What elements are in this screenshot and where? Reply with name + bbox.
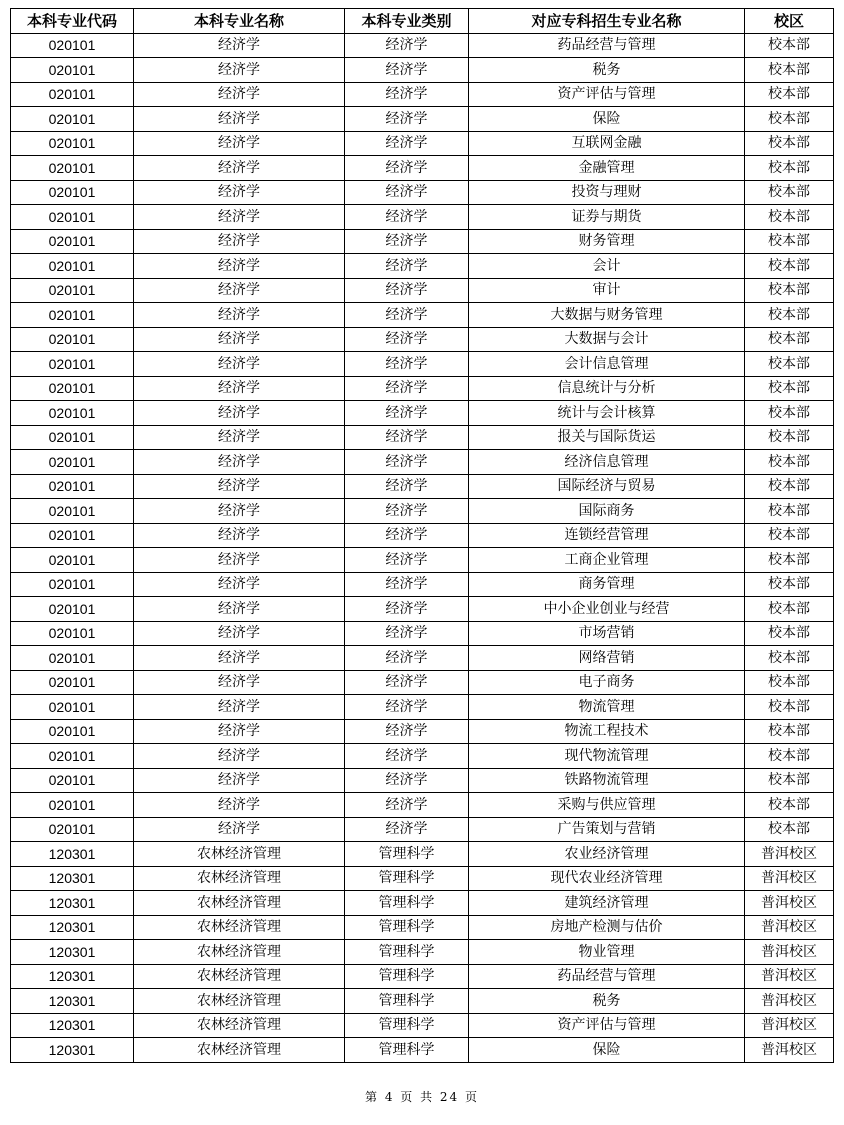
- cell-campus: 校本部: [745, 278, 834, 303]
- cell-code: 020101: [11, 401, 134, 426]
- cell-code: 020101: [11, 254, 134, 279]
- cell-junior-major: 资产评估与管理: [469, 1013, 745, 1038]
- cell-category: 经济学: [345, 646, 469, 671]
- table-row: [11, 670, 834, 695]
- cell-category: 管理科学: [345, 1038, 469, 1063]
- cell-junior-major: 采购与供应管理: [469, 793, 745, 818]
- cell-junior-major: 铁路物流管理: [469, 768, 745, 793]
- table-row: [11, 964, 834, 989]
- cell-junior-major: 资产评估与管理: [469, 82, 745, 107]
- cell-undergrad-name: 经济学: [134, 474, 345, 499]
- cell-undergrad-name: 经济学: [134, 303, 345, 328]
- table-row: [11, 940, 834, 965]
- table-row: [11, 744, 834, 769]
- cell-code: 120301: [11, 1038, 134, 1063]
- cell-undergrad-name: 经济学: [134, 793, 345, 818]
- cell-code: 020101: [11, 82, 134, 107]
- header-undergrad-category: 本科专业类别: [345, 9, 469, 34]
- cell-campus: 校本部: [745, 474, 834, 499]
- table-row: [11, 474, 834, 499]
- cell-junior-major: 建筑经济管理: [469, 891, 745, 916]
- table-row: [11, 352, 834, 377]
- cell-campus: 校本部: [745, 621, 834, 646]
- cell-code: 020101: [11, 548, 134, 573]
- cell-category: 管理科学: [345, 964, 469, 989]
- table-row: [11, 401, 834, 426]
- table-row: [11, 1013, 834, 1038]
- cell-category: 经济学: [345, 180, 469, 205]
- table-row: [11, 327, 834, 352]
- table-row: [11, 866, 834, 891]
- cell-undergrad-name: 经济学: [134, 180, 345, 205]
- cell-undergrad-name: 经济学: [134, 548, 345, 573]
- cell-code: 020101: [11, 425, 134, 450]
- cell-campus: 校本部: [745, 229, 834, 254]
- table-row: [11, 376, 834, 401]
- cell-campus: 校本部: [745, 58, 834, 83]
- cell-category: 经济学: [345, 229, 469, 254]
- cell-undergrad-name: 经济学: [134, 254, 345, 279]
- cell-junior-major: 广告策划与营销: [469, 817, 745, 842]
- cell-undergrad-name: 农林经济管理: [134, 915, 345, 940]
- cell-category: 经济学: [345, 621, 469, 646]
- header-undergrad-name: 本科专业名称: [134, 9, 345, 34]
- cell-junior-major: 物业管理: [469, 940, 745, 965]
- cell-category: 经济学: [345, 107, 469, 132]
- cell-campus: 校本部: [745, 793, 834, 818]
- table-row: [11, 719, 834, 744]
- cell-code: 020101: [11, 327, 134, 352]
- cell-category: 经济学: [345, 82, 469, 107]
- cell-undergrad-name: 经济学: [134, 156, 345, 181]
- table-row: [11, 842, 834, 867]
- cell-campus: 普洱校区: [745, 842, 834, 867]
- cell-category: 管理科学: [345, 915, 469, 940]
- cell-campus: 校本部: [745, 205, 834, 230]
- table-row: [11, 768, 834, 793]
- cell-junior-major: 会计: [469, 254, 745, 279]
- cell-category: 经济学: [345, 131, 469, 156]
- cell-junior-major: 农业经济管理: [469, 842, 745, 867]
- cell-campus: 校本部: [745, 719, 834, 744]
- cell-code: 020101: [11, 719, 134, 744]
- table-row: [11, 180, 834, 205]
- cell-undergrad-name: 经济学: [134, 744, 345, 769]
- cell-junior-major: 税务: [469, 989, 745, 1014]
- cell-undergrad-name: 经济学: [134, 670, 345, 695]
- cell-undergrad-name: 经济学: [134, 33, 345, 58]
- cell-campus: 普洱校区: [745, 1038, 834, 1063]
- cell-undergrad-name: 经济学: [134, 327, 345, 352]
- cell-category: 经济学: [345, 744, 469, 769]
- cell-junior-major: 投资与理财: [469, 180, 745, 205]
- cell-junior-major: 药品经营与管理: [469, 33, 745, 58]
- table-row: [11, 915, 834, 940]
- cell-junior-major: 保险: [469, 1038, 745, 1063]
- cell-junior-major: 保险: [469, 107, 745, 132]
- table-row: [11, 1038, 834, 1063]
- cell-code: 020101: [11, 33, 134, 58]
- cell-undergrad-name: 经济学: [134, 719, 345, 744]
- table-row: [11, 989, 834, 1014]
- cell-code: 120301: [11, 866, 134, 891]
- cell-category: 经济学: [345, 499, 469, 524]
- cell-category: 经济学: [345, 401, 469, 426]
- table-row: [11, 572, 834, 597]
- table-row: [11, 793, 834, 818]
- cell-campus: 校本部: [745, 254, 834, 279]
- cell-category: 经济学: [345, 474, 469, 499]
- cell-junior-major: 连锁经营管理: [469, 523, 745, 548]
- table-row: [11, 425, 834, 450]
- cell-code: 020101: [11, 597, 134, 622]
- cell-category: 经济学: [345, 670, 469, 695]
- cell-junior-major: 物流工程技术: [469, 719, 745, 744]
- table-row: [11, 303, 834, 328]
- cell-undergrad-name: 经济学: [134, 131, 345, 156]
- cell-code: 020101: [11, 303, 134, 328]
- cell-undergrad-name: 农林经济管理: [134, 891, 345, 916]
- header-undergrad-code: 本科专业代码: [11, 9, 134, 34]
- cell-campus: 普洱校区: [745, 915, 834, 940]
- cell-code: 020101: [11, 744, 134, 769]
- cell-undergrad-name: 经济学: [134, 523, 345, 548]
- cell-campus: 普洱校区: [745, 964, 834, 989]
- cell-code: 020101: [11, 376, 134, 401]
- cell-undergrad-name: 经济学: [134, 401, 345, 426]
- cell-category: 经济学: [345, 450, 469, 475]
- cell-junior-major: 审计: [469, 278, 745, 303]
- major-mapping-table: [10, 8, 834, 1063]
- header-campus: 校区: [745, 9, 834, 34]
- cell-code: 020101: [11, 58, 134, 83]
- cell-undergrad-name: 经济学: [134, 621, 345, 646]
- cell-campus: 校本部: [745, 327, 834, 352]
- cell-code: 020101: [11, 646, 134, 671]
- table-row: [11, 254, 834, 279]
- cell-undergrad-name: 农林经济管理: [134, 964, 345, 989]
- cell-category: 管理科学: [345, 940, 469, 965]
- cell-code: 120301: [11, 1013, 134, 1038]
- cell-undergrad-name: 经济学: [134, 450, 345, 475]
- cell-undergrad-name: 经济学: [134, 695, 345, 720]
- cell-code: 020101: [11, 180, 134, 205]
- cell-category: 经济学: [345, 695, 469, 720]
- cell-code: 020101: [11, 205, 134, 230]
- cell-junior-major: 网络营销: [469, 646, 745, 671]
- cell-campus: 普洱校区: [745, 989, 834, 1014]
- cell-junior-major: 统计与会计核算: [469, 401, 745, 426]
- cell-category: 经济学: [345, 156, 469, 181]
- cell-code: 020101: [11, 278, 134, 303]
- cell-code: 020101: [11, 156, 134, 181]
- table-header-row: [11, 9, 834, 34]
- cell-undergrad-name: 经济学: [134, 572, 345, 597]
- cell-junior-major: 现代农业经济管理: [469, 866, 745, 891]
- cell-campus: 校本部: [745, 695, 834, 720]
- table-row: [11, 450, 834, 475]
- cell-junior-major: 房地产检测与估价: [469, 915, 745, 940]
- cell-category: 管理科学: [345, 989, 469, 1014]
- cell-code: 020101: [11, 817, 134, 842]
- cell-junior-major: 财务管理: [469, 229, 745, 254]
- cell-code: 020101: [11, 352, 134, 377]
- cell-undergrad-name: 农林经济管理: [134, 866, 345, 891]
- cell-campus: 校本部: [745, 352, 834, 377]
- cell-campus: 校本部: [745, 82, 834, 107]
- cell-code: 120301: [11, 940, 134, 965]
- cell-category: 经济学: [345, 817, 469, 842]
- cell-junior-major: 商务管理: [469, 572, 745, 597]
- table-row: [11, 229, 834, 254]
- cell-category: 经济学: [345, 205, 469, 230]
- cell-undergrad-name: 经济学: [134, 425, 345, 450]
- cell-code: 020101: [11, 450, 134, 475]
- cell-category: 经济学: [345, 793, 469, 818]
- cell-junior-major: 金融管理: [469, 156, 745, 181]
- cell-campus: 校本部: [745, 646, 834, 671]
- cell-campus: 普洱校区: [745, 866, 834, 891]
- table-row: [11, 817, 834, 842]
- cell-junior-major: 国际商务: [469, 499, 745, 524]
- cell-junior-major: 经济信息管理: [469, 450, 745, 475]
- header-junior-college-major: 对应专科招生专业名称: [469, 9, 745, 34]
- cell-junior-major: 现代物流管理: [469, 744, 745, 769]
- cell-code: 020101: [11, 131, 134, 156]
- cell-campus: 校本部: [745, 180, 834, 205]
- cell-undergrad-name: 农林经济管理: [134, 842, 345, 867]
- table-row: [11, 131, 834, 156]
- table-row: [11, 891, 834, 916]
- table-row: [11, 646, 834, 671]
- cell-campus: 校本部: [745, 33, 834, 58]
- cell-undergrad-name: 农林经济管理: [134, 1038, 345, 1063]
- table-row: [11, 58, 834, 83]
- table-row: [11, 597, 834, 622]
- cell-category: 管理科学: [345, 891, 469, 916]
- cell-category: 经济学: [345, 278, 469, 303]
- cell-code: 020101: [11, 572, 134, 597]
- table-row: [11, 278, 834, 303]
- cell-campus: 校本部: [745, 817, 834, 842]
- cell-category: 经济学: [345, 58, 469, 83]
- table-row: [11, 107, 834, 132]
- cell-code: 020101: [11, 695, 134, 720]
- table-row: [11, 33, 834, 58]
- cell-undergrad-name: 经济学: [134, 58, 345, 83]
- cell-campus: 校本部: [745, 744, 834, 769]
- cell-campus: 校本部: [745, 303, 834, 328]
- cell-undergrad-name: 经济学: [134, 205, 345, 230]
- cell-code: 120301: [11, 989, 134, 1014]
- table-row: [11, 695, 834, 720]
- cell-undergrad-name: 经济学: [134, 768, 345, 793]
- cell-category: 经济学: [345, 303, 469, 328]
- cell-undergrad-name: 经济学: [134, 817, 345, 842]
- table-row: [11, 205, 834, 230]
- cell-code: 120301: [11, 842, 134, 867]
- cell-junior-major: 报关与国际货运: [469, 425, 745, 450]
- cell-undergrad-name: 经济学: [134, 278, 345, 303]
- cell-junior-major: 电子商务: [469, 670, 745, 695]
- cell-category: 管理科学: [345, 842, 469, 867]
- cell-category: 管理科学: [345, 1013, 469, 1038]
- cell-code: 020101: [11, 474, 134, 499]
- cell-code: 020101: [11, 499, 134, 524]
- cell-campus: 校本部: [745, 425, 834, 450]
- cell-category: 经济学: [345, 548, 469, 573]
- cell-code: 020101: [11, 621, 134, 646]
- page-number: 第 4 页 共 24 页: [365, 1090, 479, 1104]
- cell-undergrad-name: 经济学: [134, 107, 345, 132]
- table-row: [11, 523, 834, 548]
- cell-junior-major: 中小企业创业与经营: [469, 597, 745, 622]
- cell-campus: 校本部: [745, 401, 834, 426]
- cell-junior-major: 互联网金融: [469, 131, 745, 156]
- cell-undergrad-name: 经济学: [134, 499, 345, 524]
- cell-junior-major: 物流管理: [469, 695, 745, 720]
- cell-junior-major: 信息统计与分析: [469, 376, 745, 401]
- table-row: [11, 499, 834, 524]
- cell-undergrad-name: 农林经济管理: [134, 989, 345, 1014]
- cell-campus: 校本部: [745, 107, 834, 132]
- cell-campus: 校本部: [745, 156, 834, 181]
- cell-undergrad-name: 经济学: [134, 597, 345, 622]
- cell-code: 020101: [11, 523, 134, 548]
- cell-undergrad-name: 经济学: [134, 229, 345, 254]
- table-row: [11, 82, 834, 107]
- cell-campus: 校本部: [745, 768, 834, 793]
- cell-campus: 校本部: [745, 376, 834, 401]
- cell-category: 经济学: [345, 352, 469, 377]
- cell-junior-major: 市场营销: [469, 621, 745, 646]
- cell-campus: 校本部: [745, 597, 834, 622]
- cell-junior-major: 工商企业管理: [469, 548, 745, 573]
- cell-junior-major: 税务: [469, 58, 745, 83]
- cell-code: 120301: [11, 964, 134, 989]
- cell-category: 经济学: [345, 523, 469, 548]
- cell-category: 经济学: [345, 254, 469, 279]
- cell-category: 经济学: [345, 719, 469, 744]
- cell-undergrad-name: 经济学: [134, 646, 345, 671]
- cell-category: 经济学: [345, 425, 469, 450]
- cell-code: 020101: [11, 107, 134, 132]
- cell-category: 经济学: [345, 327, 469, 352]
- cell-junior-major: 大数据与会计: [469, 327, 745, 352]
- cell-code: 020101: [11, 793, 134, 818]
- cell-undergrad-name: 农林经济管理: [134, 1013, 345, 1038]
- cell-junior-major: 大数据与财务管理: [469, 303, 745, 328]
- cell-campus: 校本部: [745, 499, 834, 524]
- cell-campus: 校本部: [745, 450, 834, 475]
- cell-undergrad-name: 经济学: [134, 352, 345, 377]
- cell-campus: 校本部: [745, 131, 834, 156]
- cell-category: 经济学: [345, 768, 469, 793]
- cell-undergrad-name: 农林经济管理: [134, 940, 345, 965]
- cell-campus: 校本部: [745, 572, 834, 597]
- cell-junior-major: 国际经济与贸易: [469, 474, 745, 499]
- cell-category: 经济学: [345, 376, 469, 401]
- cell-category: 经济学: [345, 597, 469, 622]
- cell-campus: 普洱校区: [745, 891, 834, 916]
- cell-category: 经济学: [345, 572, 469, 597]
- cell-campus: 普洱校区: [745, 940, 834, 965]
- cell-junior-major: 会计信息管理: [469, 352, 745, 377]
- cell-code: 020101: [11, 229, 134, 254]
- cell-code: 120301: [11, 915, 134, 940]
- cell-campus: 校本部: [745, 523, 834, 548]
- cell-code: 120301: [11, 891, 134, 916]
- cell-campus: 校本部: [745, 548, 834, 573]
- cell-junior-major: 药品经营与管理: [469, 964, 745, 989]
- cell-category: 管理科学: [345, 866, 469, 891]
- cell-code: 020101: [11, 670, 134, 695]
- cell-undergrad-name: 经济学: [134, 376, 345, 401]
- cell-code: 020101: [11, 768, 134, 793]
- cell-undergrad-name: 经济学: [134, 82, 345, 107]
- table-row: [11, 156, 834, 181]
- table-row: [11, 621, 834, 646]
- cell-category: 经济学: [345, 33, 469, 58]
- table-row: [11, 548, 834, 573]
- cell-campus: 校本部: [745, 670, 834, 695]
- cell-junior-major: 证券与期货: [469, 205, 745, 230]
- cell-campus: 普洱校区: [745, 1013, 834, 1038]
